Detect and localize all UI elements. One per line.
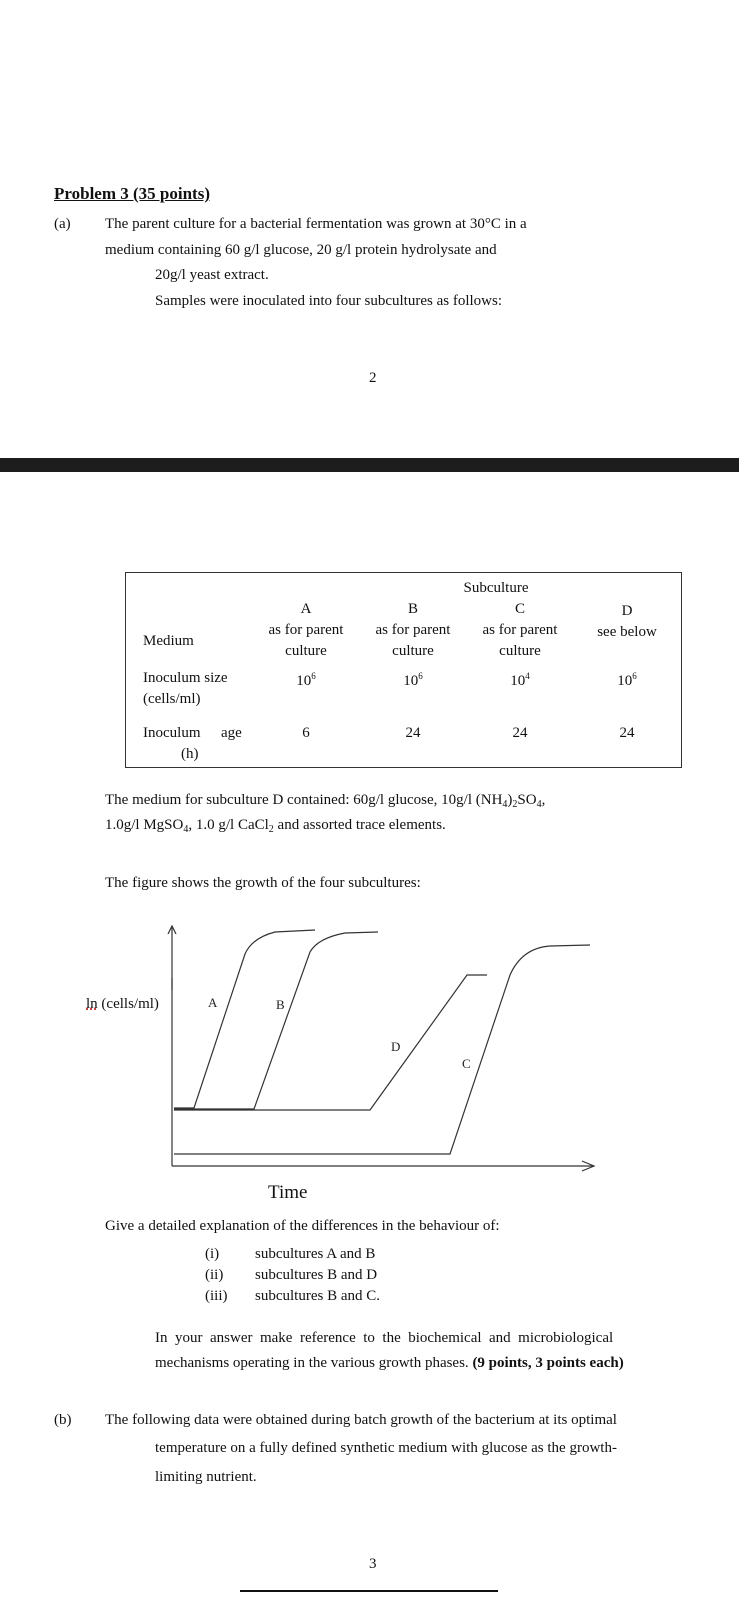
question-item-3-text: subcultures B and C.	[255, 1288, 380, 1304]
row-label-size-2: (cells/ml)	[143, 691, 201, 707]
answer-line1: In your answer make reference to the biochemical and microbiological	[155, 1330, 614, 1346]
part-a-line1: The parent culture for a bacterial fermentation was grown at 30°C in a	[105, 216, 527, 232]
col-c-letter: C	[514, 601, 525, 617]
col-b-age: 24	[405, 725, 421, 741]
problem-title: Problem 3 (35 points)	[54, 184, 210, 203]
figure-intro: The figure shows the growth of the four subcultures:	[105, 875, 421, 891]
curve-a	[174, 930, 315, 1108]
curve-label-d: D	[391, 1039, 401, 1054]
col-a-letter: A	[300, 601, 312, 617]
col-a-age: 6	[302, 725, 310, 741]
row-label-age-2: (h)	[181, 746, 199, 762]
col-b-letter: B	[407, 601, 418, 617]
row-label-medium: Medium	[143, 633, 194, 649]
question-item-2-num: (ii)	[205, 1267, 224, 1283]
question-item-2-text: subcultures B and D	[255, 1267, 378, 1283]
row-label-size-1: Inoculum size	[143, 670, 228, 686]
question-item-3-num: (iii)	[205, 1288, 228, 1304]
answer-line2: mechanisms operating in the various growth phases. (9 points, 3 points each)	[155, 1355, 624, 1371]
curve-label-a: A	[208, 995, 218, 1010]
question-intro: Give a detailed explanation of the differences in the behaviour of:	[105, 1218, 500, 1234]
col-b-medium-2: culture	[392, 643, 434, 659]
col-b-size: $10^6$	[403, 671, 423, 689]
curve-b	[174, 932, 378, 1109]
part-b-line2: temperature on a fully defined synthetic medium with glucose as the growth-	[155, 1440, 617, 1456]
col-b-medium-1: as for parent	[375, 622, 451, 638]
curve-label-c: C	[462, 1056, 471, 1071]
page-number-3: 3	[369, 1556, 377, 1572]
part-a-line3: 20g/l yeast extract.	[155, 267, 269, 283]
curve-label-b: B	[276, 997, 285, 1012]
col-a-medium-2: culture	[285, 643, 327, 659]
col-c-age: 24	[512, 725, 528, 741]
footer-rule	[240, 1590, 498, 1592]
part-a-line2: medium containing 60 g/l glucose, 20 g/l protein hydrolysate and	[105, 242, 497, 258]
part-b-line1: The following data were obtained during batch growth of the bacterium at its optimal	[105, 1412, 617, 1428]
col-c-size: $10^4$	[510, 671, 530, 689]
part-b-line3: limiting nutrient.	[155, 1469, 257, 1485]
row-label-age-1b: age	[221, 725, 242, 741]
row-label-age-1: Inoculum	[143, 725, 201, 741]
col-c-medium-2: culture	[499, 643, 541, 659]
col-d-letter: D	[621, 603, 633, 619]
part-b-label: (b)	[54, 1412, 72, 1428]
col-d-age: 24	[619, 725, 635, 741]
question-item-1-text: subcultures A and B	[255, 1246, 376, 1262]
curve-d	[174, 975, 487, 1110]
col-a-size: $10^6$	[296, 671, 316, 689]
col-c-medium-1: as for parent	[482, 622, 558, 638]
col-d-size: $10^6$	[617, 671, 637, 689]
curve-c	[174, 945, 590, 1154]
part-a-label: (a)	[54, 216, 71, 232]
part-a-line4: Samples were inoculated into four subcultures as follows:	[155, 293, 503, 309]
question-item-1-num: (i)	[205, 1246, 220, 1262]
x-axis-label: Time	[268, 1182, 308, 1203]
page-number-2: 2	[369, 370, 377, 386]
col-d-medium-1: see below	[597, 624, 657, 640]
col-a-medium-1: as for parent	[268, 622, 344, 638]
table-header: Subculture	[463, 580, 529, 596]
y-axis-label: ln (cells/ml)	[86, 996, 159, 1012]
medium-d-line1: The medium for subculture D contained: 60g/l glucose, 10g/l $(NH_4)_2SO_4$,	[105, 792, 546, 810]
medium-d-line2: 1.0g/l MgSO$_4$, 1.0 g/l CaCl$_2$ and assorted trace elements.	[105, 817, 446, 835]
